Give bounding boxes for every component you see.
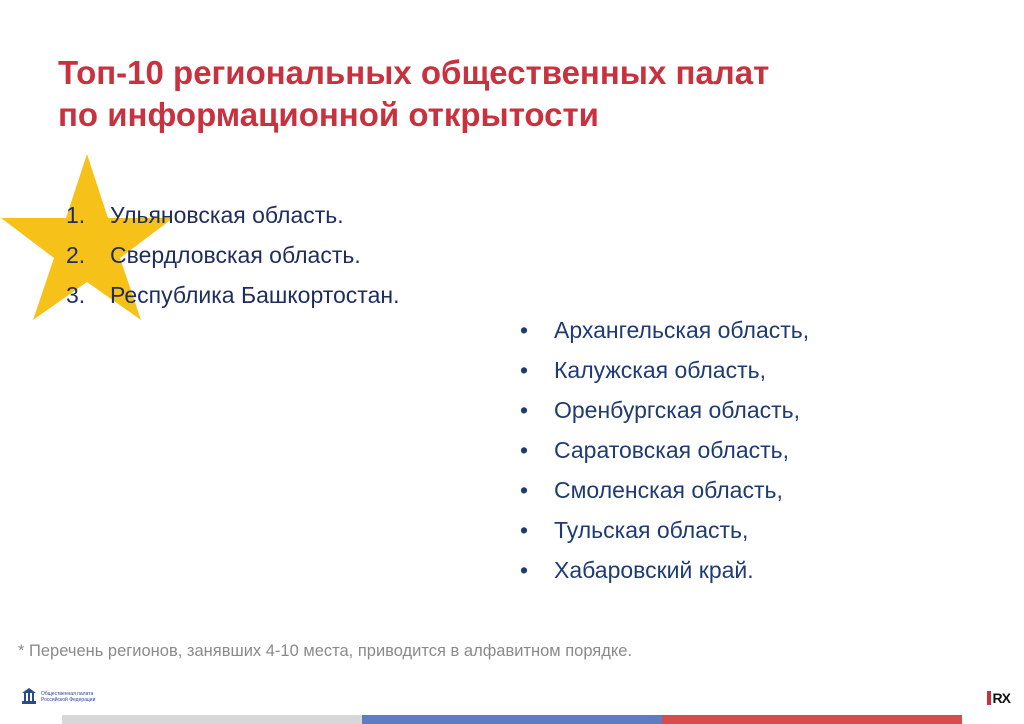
footer-strip-blue bbox=[362, 715, 662, 724]
brand-mark bbox=[987, 690, 1010, 706]
list-item bbox=[520, 390, 809, 430]
list-item bbox=[520, 430, 809, 470]
chamber-emblem-icon bbox=[20, 687, 38, 707]
regions-4-10-list bbox=[520, 310, 809, 590]
region-label: Калужская область, bbox=[554, 357, 767, 383]
bullet: • bbox=[520, 317, 529, 343]
chamber-logo bbox=[20, 687, 95, 707]
footer-strip-gray bbox=[62, 715, 362, 724]
region-label: Тульская область, bbox=[554, 517, 749, 543]
bullet: • bbox=[520, 397, 529, 423]
footer-strip-red bbox=[662, 715, 962, 724]
brand-text: RX bbox=[992, 690, 1010, 706]
item-label: Свердловская область. bbox=[110, 242, 361, 268]
top-three-item bbox=[66, 238, 399, 278]
region-label: Хабаровский край. bbox=[554, 557, 754, 583]
bullet: • bbox=[520, 517, 529, 543]
bullet: • bbox=[520, 477, 529, 503]
list-item bbox=[520, 510, 809, 550]
top-three-item bbox=[66, 198, 399, 238]
bullet: • bbox=[520, 437, 529, 463]
region-label: Оренбургская область, bbox=[554, 397, 801, 423]
top-three-item bbox=[66, 278, 399, 318]
item-number: 3. bbox=[66, 282, 86, 308]
title-line-2: по информационной открытости bbox=[58, 96, 599, 133]
item-number: 1. bbox=[66, 202, 86, 228]
list-item bbox=[520, 310, 809, 350]
bullet: • bbox=[520, 557, 529, 583]
item-label: Ульяновская область. bbox=[110, 202, 344, 228]
logo-text-line-2: Российской Федерации bbox=[41, 697, 96, 703]
item-label: Республика Башкортостан. bbox=[110, 282, 400, 308]
region-label: Смоленская область, bbox=[554, 477, 783, 503]
top-three-list bbox=[66, 198, 399, 318]
brand-bar bbox=[987, 691, 991, 705]
page-title bbox=[58, 52, 769, 136]
list-item bbox=[520, 470, 809, 510]
list-item bbox=[520, 350, 809, 390]
region-label: Саратовская область, bbox=[554, 437, 790, 463]
footnote: * Перечень регионов, занявших 4-10 места, приводится в алфавитном порядке. bbox=[18, 642, 633, 660]
list-item bbox=[520, 550, 809, 590]
logo-text-line-1: Общественная палата bbox=[41, 691, 94, 697]
title-line-1: Топ-10 региональных общественных палат bbox=[58, 54, 770, 91]
bullet: • bbox=[520, 357, 529, 383]
region-label: Архангельская область, bbox=[554, 317, 810, 343]
item-number: 2. bbox=[66, 242, 86, 268]
